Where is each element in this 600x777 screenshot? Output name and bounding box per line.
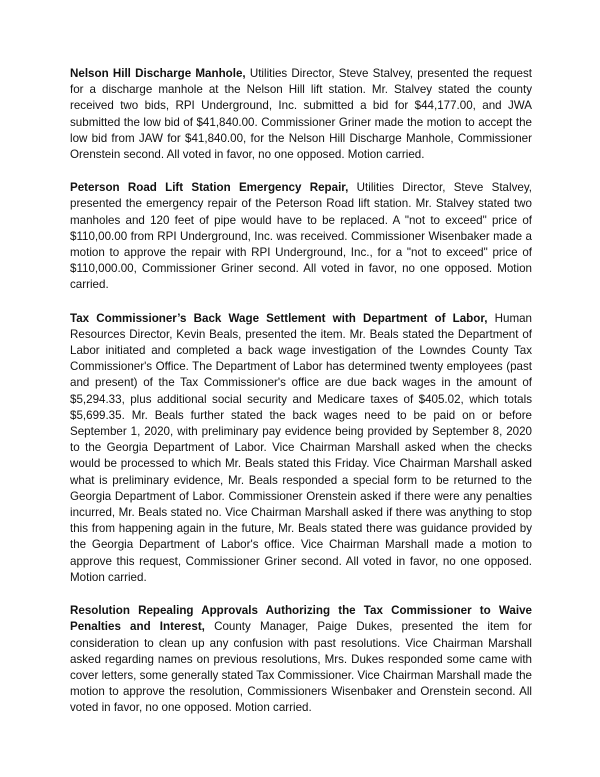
paragraph-heading: Peterson Road Lift Station Emergency Repair,: [70, 181, 349, 195]
paragraph-back-wage: [70, 311, 532, 586]
paragraph-heading: Tax Commissioner’s Back Wage Settlement with Department of Labor,: [70, 311, 488, 325]
paragraph-body: Utilities Director, Steve Stalvey, presented the request for a discharge manhole at the Nelson Hill lift station. Mr. Stalvey stated the county received two bids, RPI Underground, Inc. submitted a bid for $44,177.00, and JWA submitted the low bid of $41,840.00. Commissioner Griner made the motion to accept the low bid from JAW for $41,840.00, for the Nelson Hill Discharge Manhole, Commissioner Orenstein second. All voted in favor, no one opposed. Motion carried.: [70, 67, 532, 162]
minutes-page: [70, 66, 532, 734]
paragraph-body: Human Resources Director, Kevin Beals, presented the item. Mr. Beals stated the Department of Labor initiated and completed a back wage investigation of the Lowndes County Tax Commissioner's Office. The Department of Labor has determined twenty employees (past and present) of the Tax Commissioner's office are due back wages in the amount of $5,294.33, plus additional social security and Medicare taxes of $405.02, which totals $5,699.35. Mr. Beals further stated the back wages need to be paid on or before September 1, 2020, with preliminary pay evidence being provided by September 8, 2020 to the Georgia Department of Labor. Vice Chairman Marshall asked when the checks would be processed to which Mr. Beals stated this Friday. Vice Chairman Marshall asked what is preliminary evidence, Mr. Beals responded a special form to be returned to the Georgia Department of Labor. Commissioner Orenstein asked if there were any penalties incurred, Mr. Beals stated no. Vice Chairman Marshall asked if there was anything to stop this from happening again in the future, Mr. Beals stated there was guidance provided by the Georgia Department of Labor's office. Vice Chairman Marshall made a motion to approve this request, Commissioner Griner second. All voted in favor, no one opposed. Motion carried.: [70, 311, 532, 584]
paragraph-peterson-road: [70, 180, 532, 293]
paragraph-body: County Manager, Paige Dukes, presented the item for consideration to clean up any confusion with past resolutions. Vice Chairman Marshall asked regarding names on previous resolutions, Mrs. Dukes responded some came with cover letters, some generally stated Tax Commissioner. Vice Chairman Marshall made the motion to approve the resolution, Commissioners Wisenbaker and Orenstein second. All voted in favor, no one opposed. Motion carried.: [70, 620, 532, 715]
paragraph-body: Utilities Director, Steve Stalvey, presented the emergency repair of the Peterson Road lift station. Mr. Stalvey stated two manholes and 120 feet of pipe would have to be replaced. A "not to exceed" price of $110,00.00 from RPI Underground, Inc. was received. Commissioner Wisenbaker made a motion to approve the repair with RPI Underground, Inc., for a "not to exceed" price of $110,000.00, Commissioner Griner second. All voted in favor, no one opposed. Motion carried.: [70, 181, 532, 292]
paragraph-heading: Nelson Hill Discharge Manhole,: [70, 67, 246, 80]
paragraph-resolution: [70, 603, 532, 716]
paragraph-nelson-hill: [70, 66, 532, 163]
paragraph-heading: Resolution Repealing Approvals Authorizing the Tax Commissioner to Waive Penalties and Interest,: [70, 604, 532, 634]
